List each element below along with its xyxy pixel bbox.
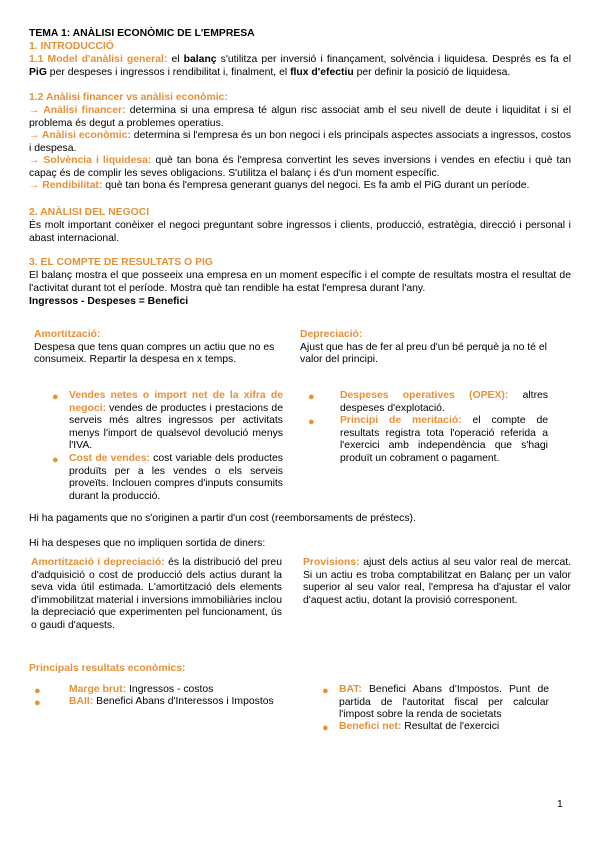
amortitzacio-depreciacio-box: Amortització i depreciació: és la distribució del preu d'adquisició o cost de producció dels actius durant la seva vida útil estimada. L'amortització dels elements d'immobilitzat material i inversions immobiliàries inclou la depreciació que experimenten pel funcionament, ús o gaudi d'aquests.: [31, 557, 282, 631]
depreciacio-text: Ajust que has de fer al preu d'un bé perquè ja no té el valor del principi.: [300, 341, 547, 366]
bullet-item-cost: Cost de vendes: cost variable dels productes produïts per a les vendes o els serveis proveïts. Inclouen compres d'inputs consumits durant la producció.: [69, 453, 284, 502]
section-1-2-item: → Anàlisi econòmic: determina si l'empresa és un bon negoci i els principals aspectes associats a ingressos, costos i despesa.: [29, 130, 572, 154]
bullet-item-vendes: Vendes netes o import net de la xifra de negoci: vendes de productes i prestacions de serveis més altres ingressos per activitats menys l'import de qualsevol devolució menys l'IVA.: [69, 390, 283, 452]
section-2-text: És molt important conèixer el negoci preguntant sobre ingressos i clients, producció, estratègia, direcció i personal i abast internacional.: [29, 220, 571, 244]
section-1-heading: 1. INTRODUCCIÓ: [29, 41, 114, 52]
section-1-2-item: → Solvència i liquidesa: què tan bona és l'empresa convertint les seves inversions i vendes en efectiu i què tan capaç és de complir les seves obligacions. S'utilitza el balanç i és d'un moment específic.: [29, 155, 572, 179]
bullet-icon: ●: [34, 685, 41, 697]
section-1-2-item: → Rendibilitat: què tan bona és l'empresa generant guanys del negoci. Es fa amb el PiG durant un període.: [29, 180, 530, 191]
bullet-icon: ●: [322, 722, 329, 734]
section-1-1-paragraph: 1.1 Model d'anàlisi general: el balanç s'utilitza per inversió i finançament, solvència i liquidesa. Després es fa el PiG per despeses i ingressos i rendibilitat i, finalment, el flux d'efectiu per definir la posició de liquidesa.: [29, 54, 572, 78]
depreciacio-label: Depreciació:: [300, 329, 363, 340]
result-item-bat: BAT: Benefici Abans d'Impostos. Punt de partida de l'autoritat fiscal per calcular l'impost sobre la renda de societats: [339, 684, 549, 721]
section-3-text: El balanç mostra el que posseeix una empresa en un moment específic i el compte de resultats mostra el resultat de l'activitat durant tot el període. Mostra què tan rendible ha estat l'empresa durant l'any.: [29, 270, 571, 294]
principals-heading: Principals resultats econòmics:: [29, 663, 186, 674]
section-1-1-label: 1.1 Model d'anàlisi general:: [29, 54, 168, 65]
result-item-baii: BAII: Benefici Abans d'Interessos i Impostos: [69, 696, 274, 707]
depreciacio-box: [300, 329, 562, 367]
amortitzacio-box: [34, 329, 296, 367]
section-2-heading: 2. ANÀLISI DEL NEGOCI: [29, 207, 150, 218]
bullet-icon: ●: [52, 391, 59, 403]
section-3-formula: Ingressos - Despeses = Benefici: [29, 296, 189, 307]
amortitzacio-text: Despesa que tens quan compres un actiu que no es consumeix. Repartir la despesa en x temps.: [34, 341, 275, 366]
bullet-icon: ●: [34, 697, 41, 709]
bullet-item-meritacio: Principi de meritació: el compte de resultats registra tota l'operació referida a l'exercici amb independència que s'hagi produït un cobrament o pagament.: [340, 415, 548, 464]
section-1-2-item: → Anàlisi financer: determina si una empresa té algun risc associat amb el seu nivell de deute i liquiditat i si el problema és degut a problemes operatius.: [29, 105, 572, 129]
bullet-icon: ●: [308, 391, 315, 403]
bullet-item-opex: Despeses operatives (OPEX): altres despeses d'explotació.: [340, 390, 548, 414]
despeses-no-text: Hi ha despeses que no impliquen sortida de diners:: [29, 538, 266, 549]
provisions-box: Provisions: ajust dels actius al seu valor real de mercat. Si un actiu es troba comptabilitzat en Balanç per un valor superior al seu valor real, l'empresa ha d'ajustar el valor d'aquest actiu, dotant la provisió corresponent.: [303, 557, 571, 606]
bullet-icon: ●: [322, 685, 329, 697]
result-item-marge: Marge brut: Ingressos - costos: [69, 684, 214, 695]
result-item-benefici-net: Benefici net: Resultat de l'exercici: [339, 721, 500, 732]
bullet-icon: ●: [52, 454, 59, 466]
pagaments-text: Hi ha pagaments que no s'originen a partir d'un cost (reemborsaments de préstecs).: [29, 513, 416, 524]
section-3-heading: 3. EL COMPTE DE RESULTATS O PIG: [29, 257, 213, 268]
section-1-2-heading: 1.2 Anàlisi financer vs anàlisi econòmic:: [29, 92, 228, 103]
amortitzacio-label: Amortització:: [34, 329, 101, 340]
page-number: 1: [557, 799, 563, 810]
bullet-icon: ●: [308, 416, 315, 428]
document-title: TEMA 1: ANÀLISI ECONÒMIC DE L'EMPRESA: [29, 28, 255, 39]
